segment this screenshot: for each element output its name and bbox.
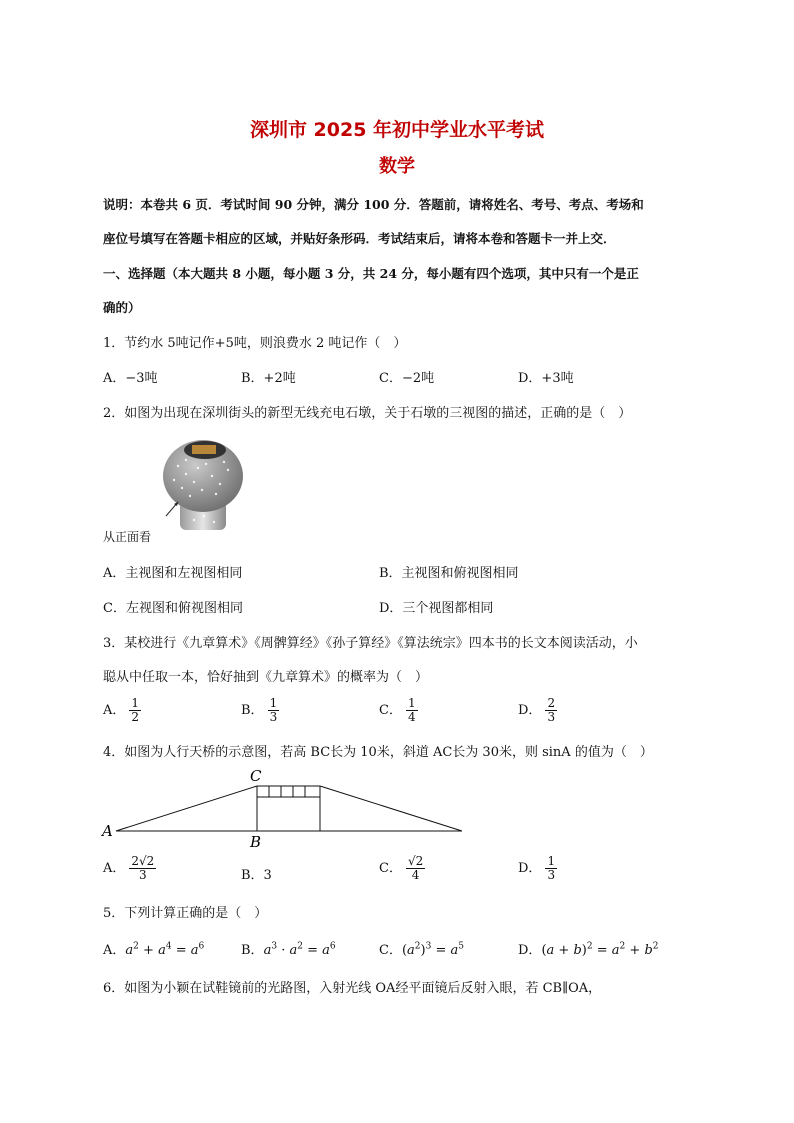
q5-option-b: B．$a^3 \cdot a^2 = a^6$ xyxy=(241,941,336,958)
q6-stem: 6．如图为小颖在试鞋镜前的光路图，入射光线 OA经平面镜后反射入眼，若 CB∥OA， xyxy=(103,981,602,996)
fraction-denominator: 3 xyxy=(547,710,556,724)
subject-title: 数学 xyxy=(379,156,415,177)
q5-option-a: A．$a^2 + a^4 = a^6$ xyxy=(103,941,205,958)
q5-option-d-label: D． xyxy=(518,943,542,958)
q5-option-c-label: C． xyxy=(379,943,402,958)
q2-option-d: D．三个视图都相同 xyxy=(379,601,494,616)
q5-stem: 5．下列计算正确的是（ ） xyxy=(103,906,268,921)
q3-option-c xyxy=(379,697,418,724)
q4-option-a xyxy=(103,855,156,882)
q3-stem-line-2: 聪从中任取一本，恰好抽到《九章算术》的概率为（ ） xyxy=(103,670,429,685)
q5-option-c: C．$(a^2)^3 = a^5$ xyxy=(379,941,465,958)
fraction-numerator: √2 xyxy=(407,854,424,868)
fraction-numerator: 1 xyxy=(547,854,556,868)
fraction xyxy=(129,855,156,882)
fraction-numerator: 2√2 xyxy=(131,854,155,868)
fraction xyxy=(129,697,141,724)
q5-option-b-label: B． xyxy=(241,943,264,958)
q3-option-a-label: A． xyxy=(103,703,126,718)
fraction xyxy=(406,855,425,882)
fraction-numerator: 1 xyxy=(131,696,140,710)
q3-option-b-label: B． xyxy=(241,703,264,718)
fraction-denominator: 4 xyxy=(407,710,416,724)
q3-option-a xyxy=(103,697,141,724)
section-heading-line-1: 一、选择题（本大题共 8 小题，每小题 3 分，共 24 分，每小题有四个选项，其中只有一个是正 xyxy=(103,266,639,281)
q3-stem-line-1: 3．某校进行《九章算术》《周髀算经》《孙子算经》《算法统宗》四本书的长文本阅读活动，小 xyxy=(103,636,638,651)
fraction xyxy=(406,697,418,724)
fraction-numerator: 1 xyxy=(407,696,416,710)
section-heading-line-2: 确的） xyxy=(103,300,141,315)
q4-option-d xyxy=(518,855,557,882)
page-title: 深圳市 2025 年初中学业水平考试 xyxy=(249,119,545,141)
fraction-denominator: 4 xyxy=(411,868,420,882)
vertex-label-b: B xyxy=(250,833,262,851)
q5-option-d: D．$(a + b)^2 = a^2 + b^2$ xyxy=(518,941,659,958)
intro-line-2: 座位号填写在答题卡相应的区域，并贴好条形码．考试结束后，请将本卷和答题卡一并上交． xyxy=(103,231,616,246)
q2-option-a: A．主视图和左视图相同 xyxy=(103,566,243,581)
q1-option-c: C．−2吨 xyxy=(379,371,435,386)
q1-option-b: B．+2吨 xyxy=(241,371,296,386)
fraction-denominator: 3 xyxy=(139,868,147,882)
q4-option-a-label: A． xyxy=(103,861,126,876)
fraction xyxy=(545,697,557,724)
fraction-denominator: 3 xyxy=(269,710,278,724)
q2-option-c: C．左视图和俯视图相同 xyxy=(103,601,243,616)
vertex-label-a: A xyxy=(102,822,113,840)
q1-option-d: D．+3吨 xyxy=(518,371,574,386)
q1-stem: 1．节约水 5吨记作+5吨，则浪费水 2 吨记作（ ） xyxy=(103,336,407,351)
bridge-diagram xyxy=(100,764,470,854)
charging-stone-photo xyxy=(160,436,244,534)
q3-option-c-label: C． xyxy=(379,703,402,718)
q5-option-a-label: A． xyxy=(103,943,126,958)
intro-line-1: 说明：本卷共 6 页．考试时间 90 分钟，满分 100 分．答题前，请将姓名、考号、考点、考场和 xyxy=(103,197,644,212)
fraction-numerator: 1 xyxy=(269,696,278,710)
q2-option-b: B．主视图和俯视图相同 xyxy=(379,566,519,581)
fraction xyxy=(545,855,557,882)
fraction xyxy=(268,697,280,724)
q4-stem: 4．如图为人行天桥的示意图，若高 BC长为 10米，斜道 AC长为 30米，则 sinA 的值为（ ） xyxy=(103,745,653,760)
fraction-denominator: 2 xyxy=(131,710,140,724)
q2-stem: 2．如图为出现在深圳街头的新型无线充电石墩，关于石墩的三视图的描述，正确的是（ ） xyxy=(103,406,632,421)
q4-option-c xyxy=(379,855,425,882)
fraction-denominator: 3 xyxy=(547,868,556,882)
q4-option-c-label: C． xyxy=(379,861,402,876)
q2-figure-caption: 从正面看 xyxy=(103,530,152,544)
q3-option-d xyxy=(518,697,557,724)
q3-option-b xyxy=(241,697,279,724)
vertex-label-c: C xyxy=(250,767,262,785)
q4-option-b: B．3 xyxy=(241,868,272,883)
q3-option-d-label: D． xyxy=(518,703,542,718)
q4-option-d-label: D． xyxy=(518,861,542,876)
fraction-numerator: 2 xyxy=(547,696,556,710)
q1-option-a: A．−3吨 xyxy=(103,371,158,386)
